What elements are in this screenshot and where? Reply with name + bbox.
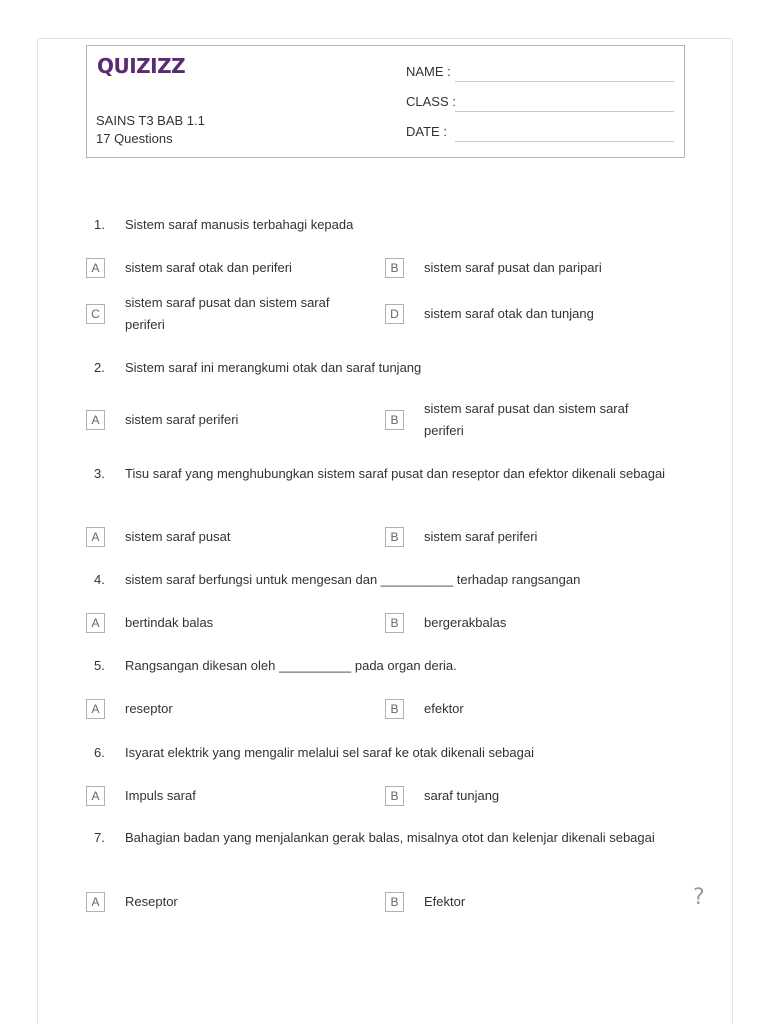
option-letter-box: B xyxy=(385,892,404,912)
option-letter-box: C xyxy=(86,304,105,324)
question-text: sistem saraf berfungsi untuk mengesan dan __________ terhadap rangsangan xyxy=(125,572,581,587)
question-number: 6. xyxy=(94,745,105,760)
option-text: sistem saraf otak dan periferi xyxy=(125,260,292,275)
option-letter-box: B xyxy=(385,527,404,547)
option-text: bertindak balas xyxy=(125,615,214,630)
option-text: Reseptor xyxy=(125,894,178,909)
option-letter-box: A xyxy=(86,892,105,912)
option-text: sistem saraf pusat dan sistem saraf periferi xyxy=(424,401,629,438)
name-field[interactable] xyxy=(455,81,674,82)
option-text: efektor xyxy=(424,701,464,716)
option-letter-box: A xyxy=(86,258,105,278)
option-text: sistem saraf pusat dan sistem saraf periferi xyxy=(125,295,330,332)
option-letter-box: B xyxy=(385,410,404,430)
option-letter-box: B xyxy=(385,258,404,278)
option-letter-box: B xyxy=(385,613,404,633)
class-field[interactable] xyxy=(455,111,674,112)
question-number: 3. xyxy=(94,466,105,481)
option-text: sistem saraf periferi xyxy=(424,529,538,544)
question-mark-icon[interactable]: ? xyxy=(693,885,705,910)
name-label: NAME : xyxy=(406,64,451,79)
option-text: reseptor xyxy=(125,701,173,716)
question-number: 4. xyxy=(94,572,105,587)
class-label: CLASS : xyxy=(406,94,456,109)
option-letter-box: D xyxy=(385,304,404,324)
option-letter-box: A xyxy=(86,699,105,719)
question-number: 5. xyxy=(94,658,105,673)
question-count: 17 Questions xyxy=(96,131,173,146)
option-letter-box: B xyxy=(385,786,404,806)
question-text: Sistem saraf ini merangkumi otak dan saraf tunjang xyxy=(125,360,422,375)
option-text: sistem saraf pusat xyxy=(125,529,231,544)
option-text: Impuls saraf xyxy=(125,788,196,803)
option-text: sistem saraf periferi xyxy=(125,412,239,427)
question-text: Isyarat elektrik yang mengalir melalui sel saraf ke otak dikenali sebagai xyxy=(125,745,534,760)
option-letter-box: A xyxy=(86,786,105,806)
question-text: Tisu saraf yang menghubungkan sistem saraf pusat dan reseptor dan efektor dikenali sebagai xyxy=(125,466,666,481)
option-text: Efektor xyxy=(424,894,466,909)
question-number: 2. xyxy=(94,360,105,375)
option-text: sistem saraf pusat dan paripari xyxy=(424,260,602,275)
date-label: DATE : xyxy=(406,124,447,139)
date-field[interactable] xyxy=(455,141,674,142)
question-text: Bahagian badan yang menjalankan gerak balas, misalnya otot dan kelenjar dikenali sebagai xyxy=(125,830,655,845)
worksheet-header xyxy=(86,45,685,158)
option-letter-box: B xyxy=(385,699,404,719)
option-letter-box: A xyxy=(86,410,105,430)
quiz-title: SAINS T3 BAB 1.1 xyxy=(96,113,205,128)
option-text: sistem saraf otak dan tunjang xyxy=(424,306,594,321)
question-text: Rangsangan dikesan oleh __________ pada organ deria. xyxy=(125,658,457,673)
question-text: Sistem saraf manusis terbahagi kepada xyxy=(125,217,354,232)
option-text: bergerakbalas xyxy=(424,615,507,630)
quizizz-logo: QUIZIZZ xyxy=(97,54,186,78)
option-letter-box: A xyxy=(86,527,105,547)
question-number: 7. xyxy=(94,830,105,845)
option-letter-box: A xyxy=(86,613,105,633)
question-number: 1. xyxy=(94,217,105,232)
option-text: saraf tunjang xyxy=(424,788,500,803)
